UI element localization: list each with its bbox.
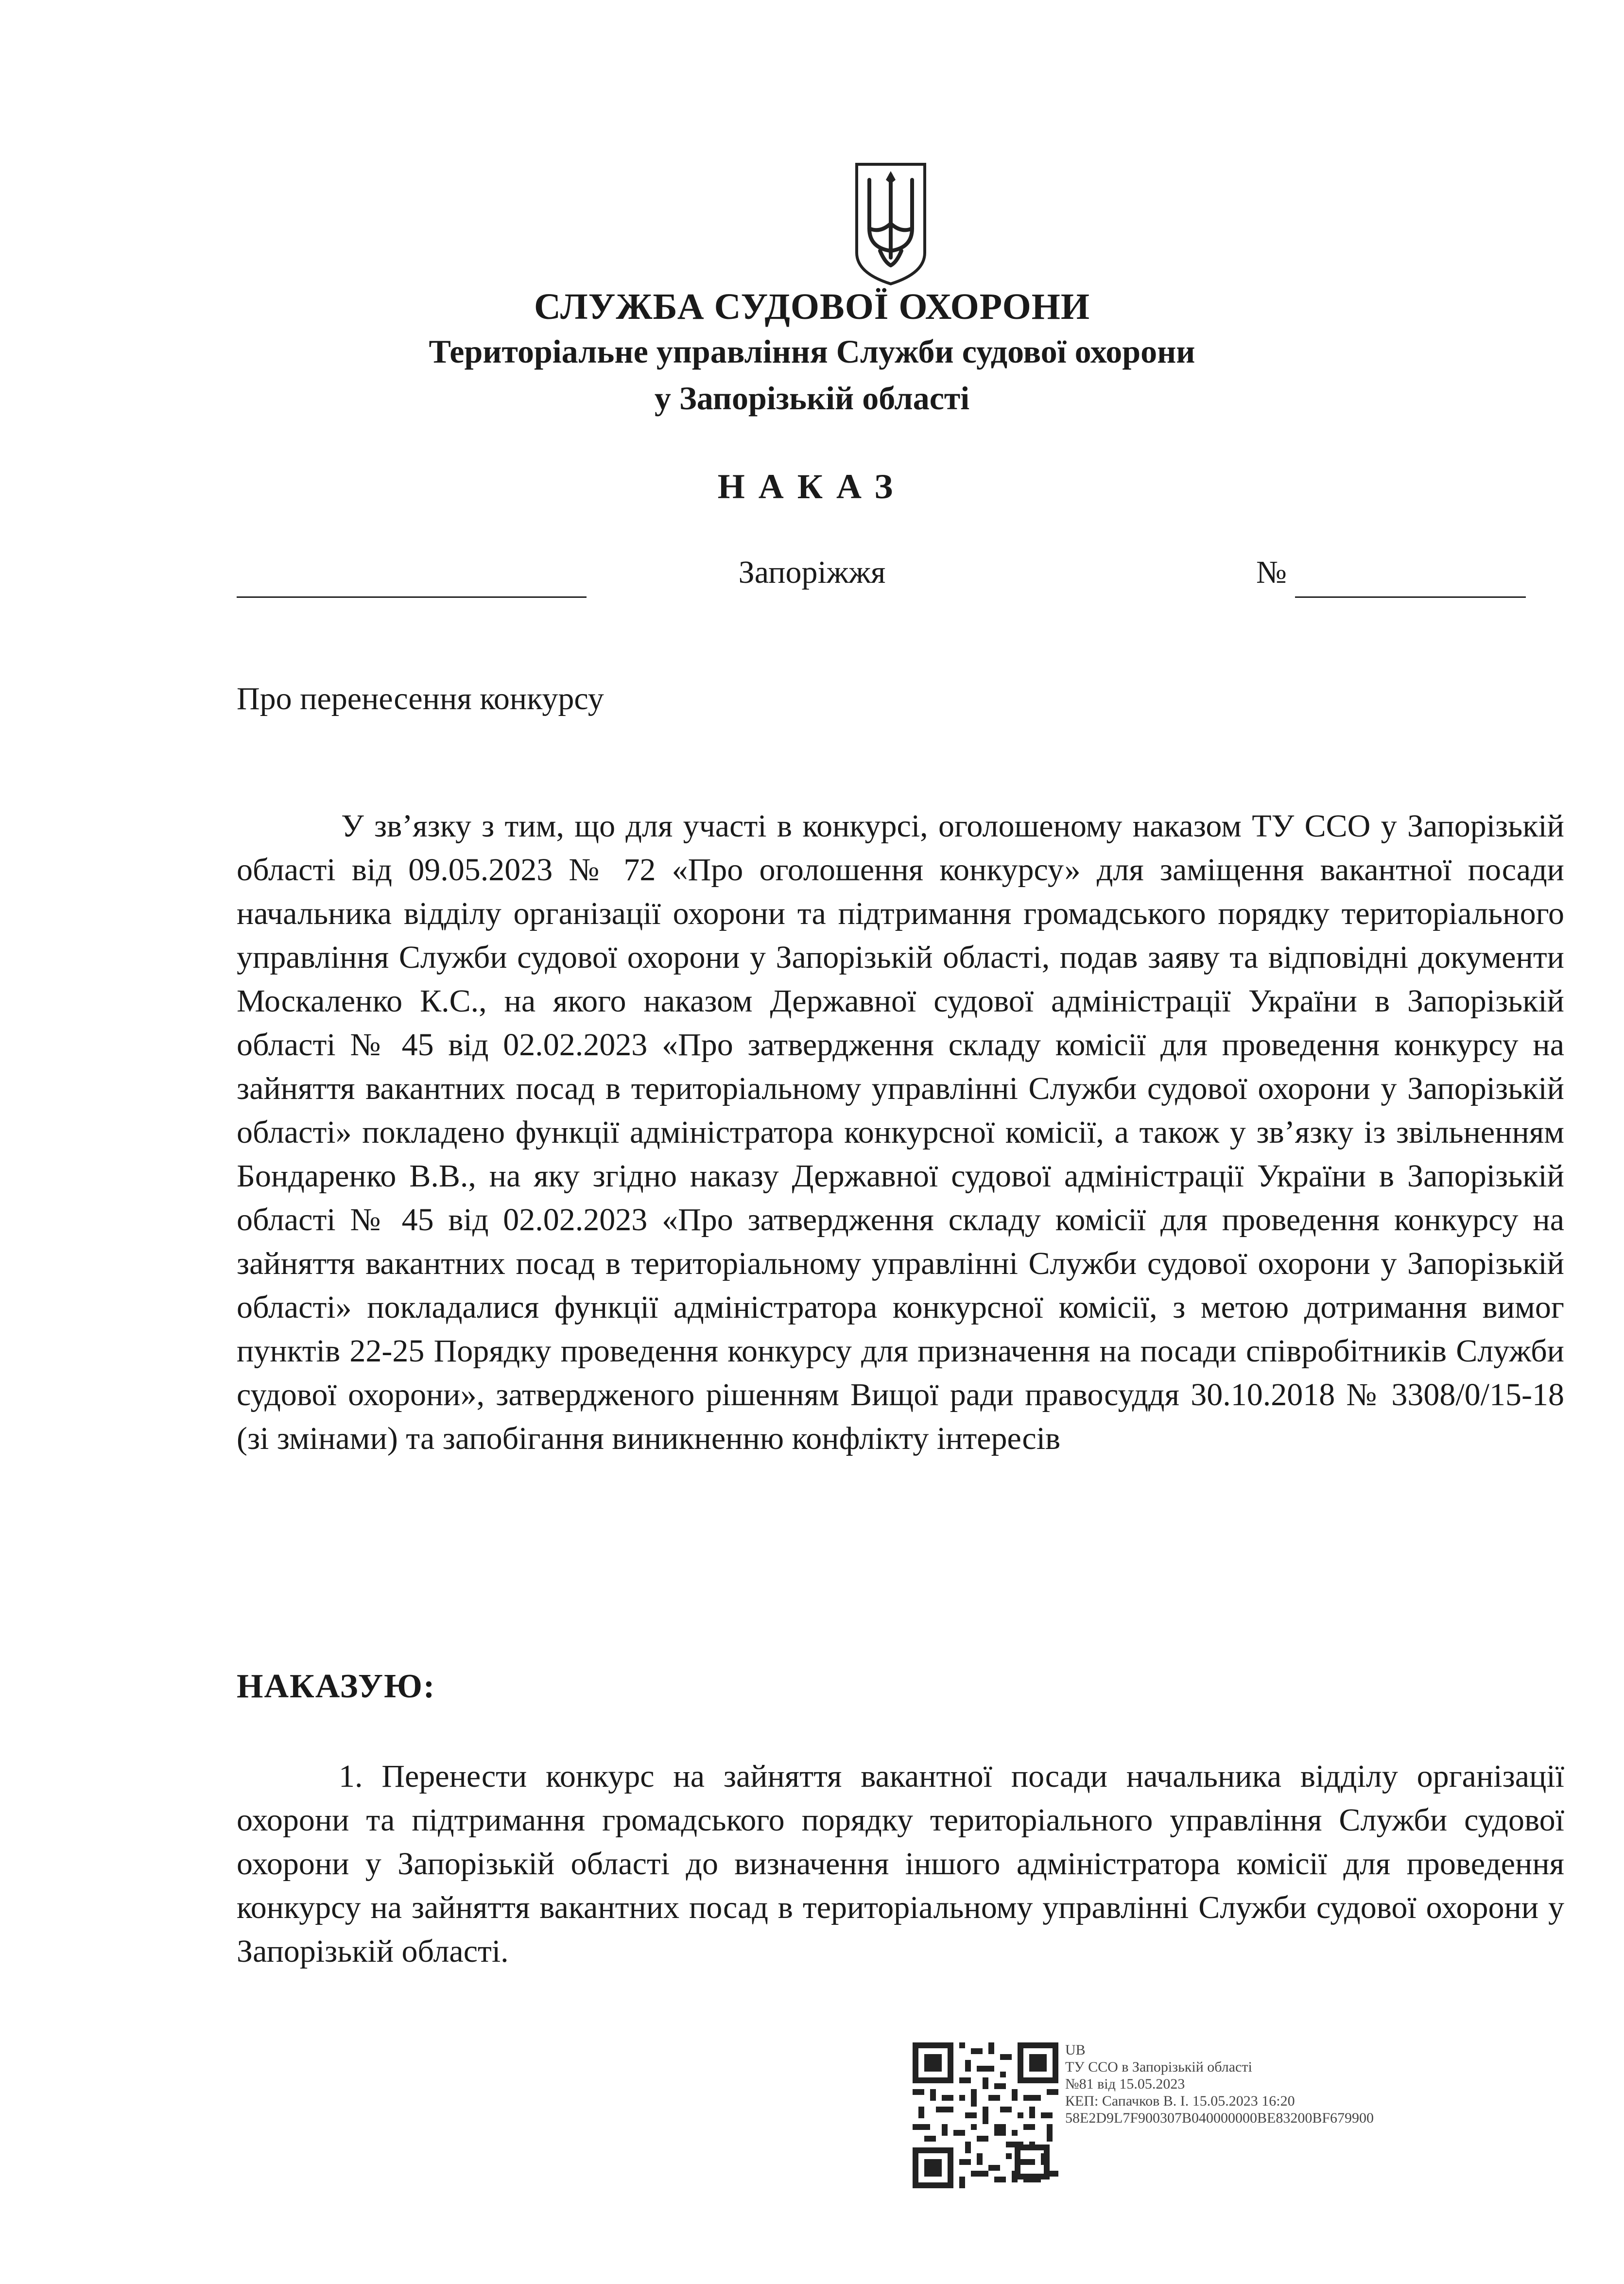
service-name: СЛУЖБА СУДОВОЇ ОХОРОНИ	[534, 286, 1090, 327]
department-line-2: у Запорізькій області	[654, 380, 970, 417]
preamble-paragraph: У зв’язку з тим, що для участі в конкурсі, оголошеному наказом ТУ ССО у Запорізькій області від 09.05.2023 № 72 «Про оголошення конкурсу» для заміщення вакантної посади начальника відділу організації охорони та підтримання громадського порядку територіального управління Служби судової охорони у Запорізькій області, подав заяву та відповідні документи Москаленко К.С., на якого наказом Державної судової адміністрації України в Запорізькій області № 45 від 02.02.2023 «Про затвердження складу комісії для проведення конкурсу на зайняття вакантних посад в територіальному управлінні Служби судової охорони у Запорізькій області» покладено функції адміністратора конкурсної комісії, а також у зв’язку із звільненням Бондаренко В.В., на яку згідно наказу Державної судової адміністрації України в Запорізькій області № 45 від 02.02.2023 «Про затвердження складу комісії для проведення конкурсу на зайняття вакантних посад в територіальному управлінні Служби судової охорони у Запорізькій області» покладалися функції адміністратора конкурсної комісії, з метою дотримання вимог пунктів 22-25 Порядку проведення конкурсу для призначення на посади співробітників Служби судової охорони», затвердженого рішенням Вищої ради правосуддя 30.10.2018 № 3308/0/15-18 (зі змінами) та запобігання виникненню конфлікту інтересів	[237, 808, 1564, 1456]
orders-heading: НАКАЗУЮ:	[237, 1668, 436, 1705]
qr-code-icon	[913, 2042, 1058, 2188]
stamp-line-2: ТУ ССО в Запорізькій області	[1065, 2059, 1252, 2075]
order-item-1: 1. Перенести конкурс на зайняття вакантної посади начальника відділу організації охорони та підтримання громадського порядку територіального управління Служби судової охорони у Запорізькій області до визначення іншого адміністратора комісії для проведення конкурсу на зайняття вакантних посад в територіальному управлінні Служби судової охорони у Запорізькій області.	[237, 1759, 1564, 1969]
stamp-line-4: КЕП: Сапачков В. І. 15.05.2023 16:20	[1065, 2093, 1295, 2109]
document-type-title: НАКАЗ	[717, 467, 907, 506]
stamp-line-1: UB	[1065, 2042, 1086, 2058]
e-signature-stamp	[1065, 2041, 1374, 2127]
stamp-line-3: №81 від 15.05.2023	[1065, 2076, 1185, 2092]
city-name: Запоріжжя	[738, 555, 886, 590]
document-subject: Про перенесення конкурсу	[237, 681, 604, 716]
stamp-line-5: 58E2D9L7F900307B040000000BE83200BF679900	[1065, 2110, 1374, 2126]
trident-emblem-icon	[852, 160, 930, 287]
number-label: №	[1256, 555, 1287, 590]
department-line-1: Територіальне управління Служби судової охорони	[429, 333, 1195, 370]
number-blank-line	[1295, 584, 1526, 598]
